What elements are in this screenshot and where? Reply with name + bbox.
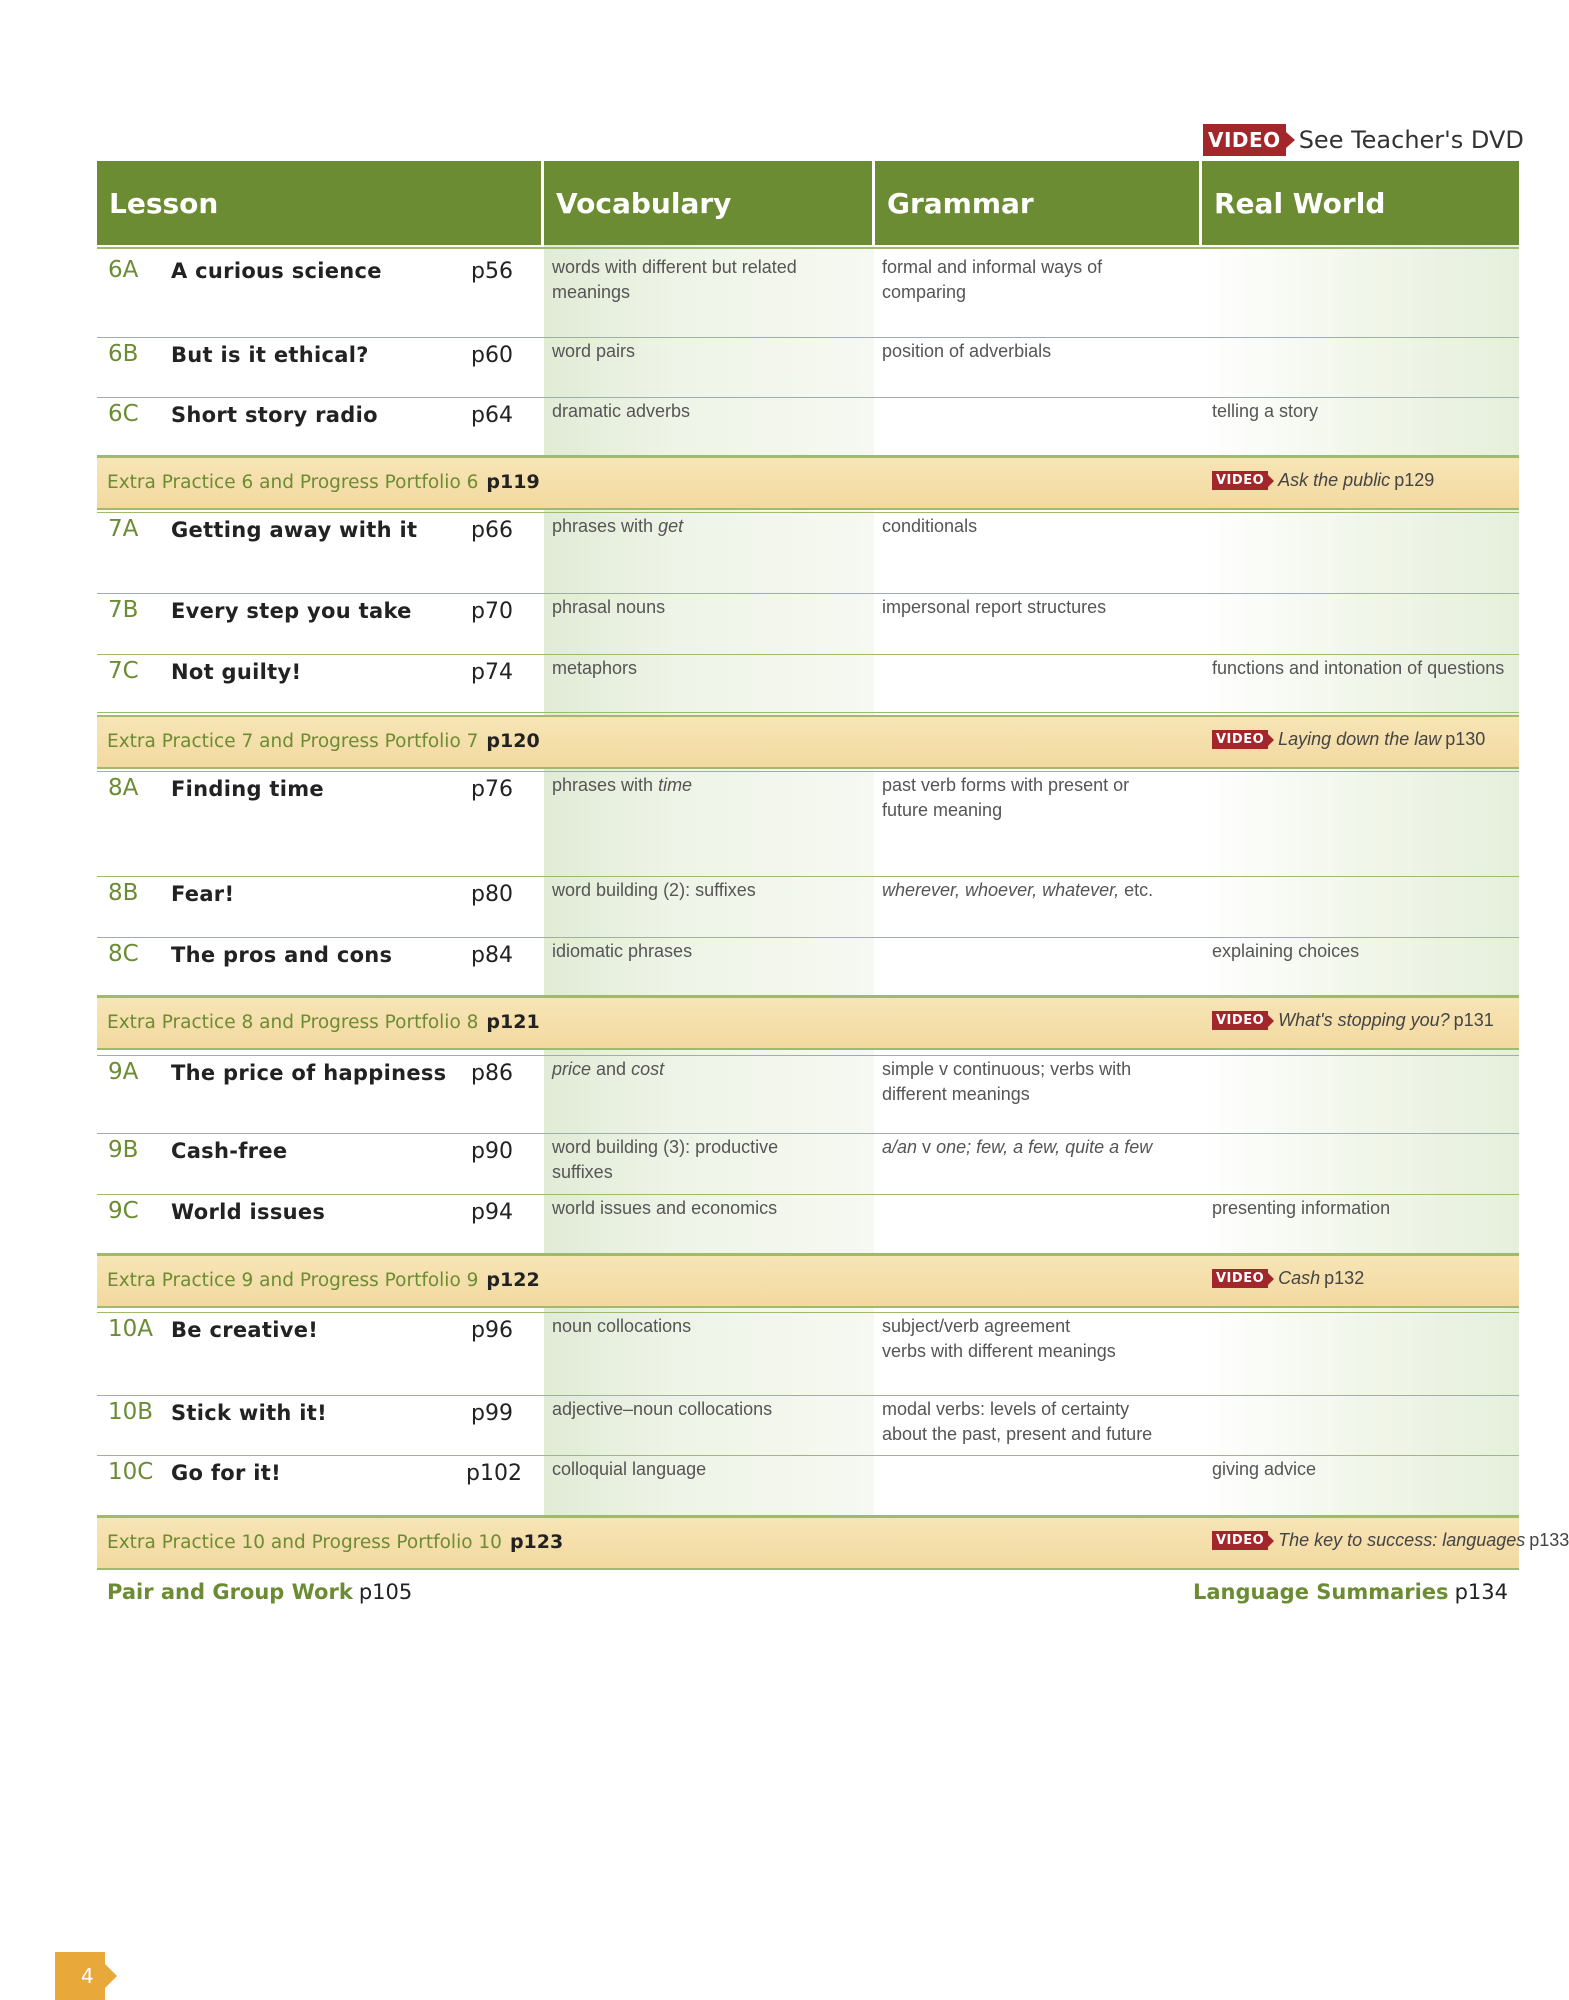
- real-world-cell: [1212, 1457, 1512, 1482]
- table-row[interactable]: [97, 1395, 1519, 1455]
- video-tag-icon: VIDEO: [1212, 1011, 1268, 1030]
- header-grammar-label: Grammar: [887, 186, 1034, 220]
- header-lesson: [97, 161, 541, 245]
- video-tag-icon: VIDEO: [1212, 1531, 1268, 1550]
- grammar-text: v: [917, 1137, 937, 1157]
- vocabulary-text: and: [591, 1059, 632, 1079]
- grammar-text: verbs with different meanings: [882, 1341, 1116, 1361]
- band-rule: [97, 508, 1519, 510]
- extra-practice-page: p122: [486, 1269, 540, 1291]
- grammar-italic: one; few, a few, quite a few: [936, 1137, 1153, 1157]
- header-rule: [97, 247, 1519, 249]
- extra-practice-page: p121: [486, 1011, 540, 1033]
- band-rule: [97, 767, 1519, 769]
- vocabulary-text: word pairs: [552, 341, 636, 361]
- video-link[interactable]: [1212, 470, 1434, 491]
- video-link[interactable]: [1212, 1530, 1569, 1551]
- lesson-title: Fear!: [171, 882, 235, 906]
- vocabulary-cell: [552, 1314, 842, 1339]
- grammar-cell: [882, 1314, 1167, 1364]
- header-real-world-label: Real World: [1214, 186, 1386, 220]
- lesson-title: Be creative!: [171, 1318, 319, 1342]
- vocabulary-italic: cost: [631, 1059, 665, 1079]
- lesson-code: 9C: [108, 1198, 139, 1224]
- vocabulary-text: world issues and economics: [552, 1198, 778, 1218]
- vocabulary-cell: [552, 1196, 842, 1221]
- video-link[interactable]: [1212, 1268, 1364, 1289]
- grammar-cell: [882, 1057, 1167, 1107]
- lesson-page: p102: [466, 1461, 522, 1486]
- lesson-title: Finding time: [171, 777, 324, 801]
- video-banner-text: See Teacher's DVD: [1298, 126, 1524, 154]
- video-tag-icon: VIDEO: [1212, 730, 1268, 749]
- extra-practice-link[interactable]: [107, 471, 540, 493]
- page-number-tab: [55, 1952, 105, 2000]
- lesson-title: Every step you take: [171, 599, 412, 623]
- header-real-world: [1202, 161, 1519, 245]
- table-row[interactable]: [97, 876, 1519, 937]
- band-rule: [97, 715, 1519, 717]
- language-summaries-page: p134: [1454, 1580, 1508, 1604]
- lesson-code: 9B: [108, 1137, 139, 1163]
- lesson-page: p99: [471, 1401, 513, 1426]
- page-number: 4: [81, 1964, 94, 1988]
- real-world-cell: [1212, 656, 1512, 681]
- video-tag-icon: VIDEO: [1212, 1269, 1268, 1288]
- lesson-page: p60: [471, 343, 513, 368]
- grammar-cell: [882, 878, 1167, 903]
- video-page: p129: [1394, 470, 1435, 490]
- header-vocabulary-label: Vocabulary: [556, 186, 732, 220]
- grammar-text: simple v continuous; verbs with different meanings: [882, 1059, 1132, 1104]
- vocabulary-italic: get: [658, 516, 684, 536]
- video-banner: [1203, 123, 1524, 157]
- table-row[interactable]: [97, 1133, 1519, 1194]
- grammar-cell: [882, 1135, 1167, 1160]
- lesson-title: Cash-free: [171, 1139, 288, 1163]
- vocabulary-text: noun collocations: [552, 1316, 692, 1336]
- extra-practice-label: Extra Practice 9 and Progress Portfolio 9: [107, 1270, 479, 1291]
- table-row[interactable]: [97, 771, 1519, 876]
- extra-practice-link[interactable]: [107, 730, 540, 752]
- vocabulary-text: word building (3): productive suffixes: [552, 1137, 779, 1182]
- video-page: p131: [1453, 1010, 1494, 1030]
- table-row[interactable]: [97, 512, 1519, 593]
- grammar-text: subject/verb agreement: [882, 1316, 1071, 1336]
- vocabulary-cell: [552, 1457, 842, 1482]
- grammar-cell: [882, 595, 1167, 620]
- pair-group-work-page: p105: [358, 1580, 413, 1604]
- lesson-page: p56: [471, 259, 513, 284]
- lesson-page: p76: [471, 777, 513, 802]
- vocabulary-cell: [552, 1397, 842, 1422]
- lesson-title: Short story radio: [171, 403, 378, 427]
- video-page: p132: [1324, 1268, 1365, 1288]
- vocabulary-text: phrases with: [552, 775, 659, 795]
- extra-practice-label: Extra Practice 7 and Progress Portfolio 7: [107, 731, 479, 752]
- lesson-code: 6B: [108, 341, 139, 367]
- lesson-code: 8C: [108, 941, 139, 967]
- extra-practice-link[interactable]: [107, 1269, 540, 1291]
- grammar-text: etc.: [1119, 880, 1154, 900]
- extra-practice-label: Extra Practice 10 and Progress Portfolio 10: [107, 1532, 502, 1553]
- vocabulary-cell: [552, 656, 842, 681]
- video-title: The key to success: languages: [1278, 1530, 1526, 1550]
- table-row[interactable]: [97, 1455, 1519, 1515]
- header-grammar: [875, 161, 1199, 245]
- lesson-code: 10B: [108, 1399, 154, 1425]
- vocabulary-text: words with different but related meanings: [552, 257, 797, 302]
- band-rule: [97, 1306, 1519, 1308]
- vocabulary-cell: [552, 878, 842, 903]
- pair-group-work-label: Pair and Group Work: [107, 1580, 353, 1604]
- grammar-text: formal and informal ways of comparing: [882, 257, 1103, 302]
- lesson-page: p96: [471, 1318, 513, 1343]
- lesson-code: 7B: [108, 597, 139, 623]
- table-row[interactable]: [97, 1194, 1519, 1254]
- table-row[interactable]: [97, 337, 1519, 397]
- lesson-code: 10C: [108, 1459, 154, 1485]
- lesson-page: p66: [471, 518, 513, 543]
- lesson-code: 6A: [108, 257, 139, 283]
- band-rule: [97, 1254, 1519, 1256]
- lesson-title: But is it ethical?: [171, 343, 369, 367]
- extra-practice-page: p119: [486, 471, 540, 493]
- grammar-text: past verb forms with present or future meaning: [882, 775, 1130, 820]
- table-row[interactable]: [97, 937, 1519, 997]
- lesson-page: p70: [471, 599, 513, 624]
- video-link[interactable]: [1212, 729, 1485, 750]
- grammar-text: modal verbs: levels of certainty about the past, present and future: [882, 1399, 1153, 1444]
- table-row[interactable]: [97, 397, 1519, 457]
- lesson-page: p86: [471, 1061, 513, 1086]
- lesson-code: 9A: [108, 1059, 139, 1085]
- lesson-page: p64: [471, 403, 513, 428]
- band-rule: [97, 1516, 1519, 1518]
- real-world-cell: [1212, 939, 1512, 964]
- vocabulary-text: phrasal nouns: [552, 597, 666, 617]
- language-summaries-link[interactable]: [1193, 1580, 1508, 1604]
- extra-practice-link[interactable]: [107, 1011, 540, 1033]
- vocabulary-text: dramatic adverbs: [552, 401, 691, 421]
- lesson-title: A curious science: [171, 259, 382, 283]
- lesson-title: Getting away with it: [171, 518, 418, 542]
- lesson-title: Stick with it!: [171, 1401, 327, 1425]
- vocabulary-cell: [552, 773, 842, 798]
- pair-group-work-link[interactable]: [107, 1580, 412, 1604]
- vocabulary-italic: price: [552, 1059, 592, 1079]
- lesson-page: p80: [471, 882, 513, 907]
- real-world-text: presenting information: [1212, 1198, 1391, 1218]
- grammar-cell: [882, 514, 1167, 539]
- lesson-page: p84: [471, 943, 513, 968]
- lesson-title: Not guilty!: [171, 660, 302, 684]
- table-row[interactable]: [97, 593, 1519, 654]
- header-lesson-label: Lesson: [109, 186, 219, 220]
- lesson-code: 8B: [108, 880, 139, 906]
- video-title: What's stopping you?: [1278, 1010, 1450, 1030]
- lesson-code: 6C: [108, 401, 139, 427]
- grammar-text: impersonal report structures: [882, 597, 1107, 617]
- extra-practice-label: Extra Practice 8 and Progress Portfolio 8: [107, 1012, 479, 1033]
- vocabulary-cell: [552, 514, 842, 539]
- lesson-page: p94: [471, 1200, 513, 1225]
- vocabulary-text: metaphors: [552, 658, 638, 678]
- grammar-cell: [882, 339, 1167, 364]
- lesson-code: 10A: [108, 1316, 154, 1342]
- vocabulary-text: idiomatic phrases: [552, 941, 693, 961]
- lesson-title: World issues: [171, 1200, 326, 1224]
- vocabulary-text: colloquial language: [552, 1459, 707, 1479]
- video-page: p133: [1529, 1530, 1569, 1550]
- extra-practice-page: p120: [486, 730, 540, 752]
- vocabulary-cell: [552, 255, 842, 305]
- table-row[interactable]: [97, 1312, 1519, 1395]
- real-world-text: giving advice: [1212, 1459, 1317, 1479]
- real-world-cell: [1212, 1196, 1512, 1221]
- grammar-cell: [882, 255, 1167, 305]
- extra-practice-page: p123: [509, 1531, 564, 1553]
- lesson-title: Go for it!: [171, 1461, 282, 1485]
- lesson-title: The pros and cons: [171, 943, 393, 967]
- lesson-code: 7C: [108, 658, 139, 684]
- lesson-code: 7A: [108, 516, 139, 542]
- real-world-text: functions and intonation of questions: [1212, 658, 1505, 678]
- grammar-cell: [882, 773, 1167, 823]
- real-world-cell: [1212, 399, 1512, 424]
- language-summaries-label: Language Summaries: [1193, 1580, 1449, 1604]
- real-world-text: telling a story: [1212, 401, 1319, 421]
- video-tag-icon: VIDEO: [1203, 124, 1286, 156]
- vocabulary-cell: [552, 1135, 842, 1185]
- grammar-italic: wherever, whoever, whatever,: [882, 880, 1120, 900]
- band-rule: [97, 1568, 1519, 1570]
- vocabulary-cell: [552, 339, 842, 364]
- table-row[interactable]: [97, 253, 1519, 337]
- video-link[interactable]: [1212, 1010, 1494, 1031]
- video-title: Laying down the law: [1278, 729, 1442, 749]
- vocabulary-cell: [552, 939, 842, 964]
- video-tag-icon: VIDEO: [1212, 471, 1268, 490]
- vocabulary-cell: [552, 1057, 842, 1082]
- vocabulary-text: word building (2): suffixes: [552, 880, 756, 900]
- table-row[interactable]: [97, 654, 1519, 714]
- table-row[interactable]: [97, 1055, 1519, 1133]
- extra-practice-link[interactable]: [107, 1531, 563, 1553]
- video-title: Ask the public: [1278, 470, 1391, 490]
- video-title: Cash: [1278, 1268, 1321, 1288]
- grammar-cell: [882, 1397, 1167, 1447]
- grammar-text: position of adverbials: [882, 341, 1052, 361]
- lesson-code: 8A: [108, 775, 139, 801]
- vocabulary-italic: time: [658, 775, 693, 795]
- lesson-page: p90: [471, 1139, 513, 1164]
- lesson-title: The price of happiness: [171, 1061, 447, 1085]
- lesson-page: p74: [471, 660, 513, 685]
- extra-practice-label: Extra Practice 6 and Progress Portfolio 6: [107, 472, 479, 493]
- video-page: p130: [1445, 729, 1486, 749]
- vocabulary-text: adjective–noun collocations: [552, 1399, 773, 1419]
- grammar-text: conditionals: [882, 516, 978, 536]
- band-rule: [97, 1048, 1519, 1050]
- header-vocabulary: [544, 161, 872, 245]
- grammar-italic: a/an: [882, 1137, 918, 1157]
- vocabulary-cell: [552, 399, 842, 424]
- real-world-text: explaining choices: [1212, 941, 1360, 961]
- vocabulary-text: phrases with: [552, 516, 659, 536]
- vocabulary-cell: [552, 595, 842, 620]
